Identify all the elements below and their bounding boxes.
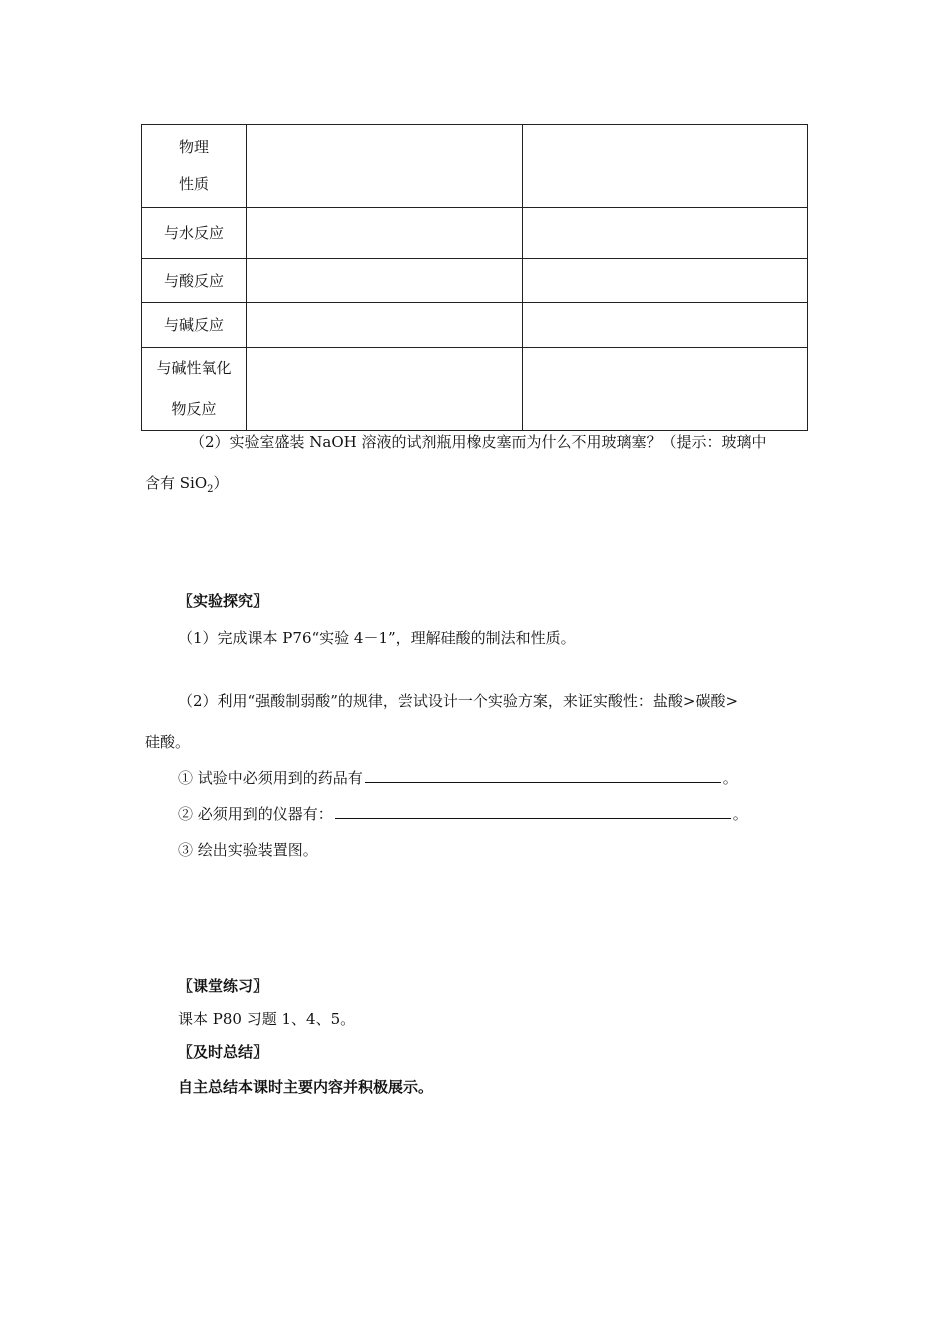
row-label-acid-reaction: 与酸反应 [142,259,247,303]
table-cell [523,303,808,348]
table-cell [523,348,808,431]
table-row [142,303,808,348]
table-cell [247,348,523,431]
practice-text: 课本 P80 习题 1、4、5。 [178,1010,356,1028]
sub-question-2-end: 。 [732,805,748,823]
table-cell [247,303,523,348]
label-line: 与碱性氧化 [156,359,232,377]
sub-question-2-text: ② 必须用到的仪器有： [178,805,333,823]
summary-heading: 〖及时总结〗 [178,1043,269,1061]
properties-table [141,124,808,431]
sub-question-1 [178,767,738,788]
table-row [142,208,808,259]
sub-question-1-end: 。 [722,769,738,787]
subscript: 2 [207,484,214,495]
question-2-line-1: （2）实验室盛装 NaOH 溶液的试剂瓶用橡皮塞而为什么不用玻璃塞？（提示：玻璃中 [190,433,767,451]
table-cell [247,125,523,208]
sub-question-3: ③ 绘出实验装置图。 [178,841,318,859]
answer-blank-instruments[interactable] [335,804,731,819]
label-line: 物理 [178,138,209,156]
row-label-physical-properties [142,125,247,208]
table-row [142,259,808,303]
summary-text: 自主总结本课时主要内容并积极展示。 [178,1078,434,1096]
row-label-water-reaction: 与水反应 [142,208,247,259]
row-label-basic-oxide-reaction [142,348,247,431]
sub-question-2 [178,803,748,824]
table-cell [523,125,808,208]
experiment-heading: 〖实验探究〗 [178,592,269,610]
sub-question-1-text: ① 试验中必须用到的药品有 [178,769,363,787]
label-line: 物反应 [171,400,217,418]
question-2-text-end: ） [213,474,229,492]
table-row [142,348,808,431]
experiment-item-1: （1）完成课本 P76“实验 4－1”，理解硅酸的制法和性质。 [178,629,576,647]
experiment-item-2-line-1: （2）利用“强酸制弱酸”的规律，尝试设计一个实验方案，来证实酸性：盐酸>碳酸> [178,692,739,710]
answer-blank-reagents[interactable] [365,768,721,783]
table-row [142,125,808,208]
experiment-item-2-line-2: 硅酸。 [145,733,191,751]
table-cell [523,259,808,303]
practice-heading: 〖课堂练习〗 [178,977,269,995]
table-cell [247,208,523,259]
label-line: 性质 [178,175,209,193]
question-2-line-2 [145,472,229,495]
table-cell [523,208,808,259]
row-label-base-reaction: 与碱反应 [142,303,247,348]
question-2-text: 含有 SiO [145,474,208,492]
table-cell [247,259,523,303]
